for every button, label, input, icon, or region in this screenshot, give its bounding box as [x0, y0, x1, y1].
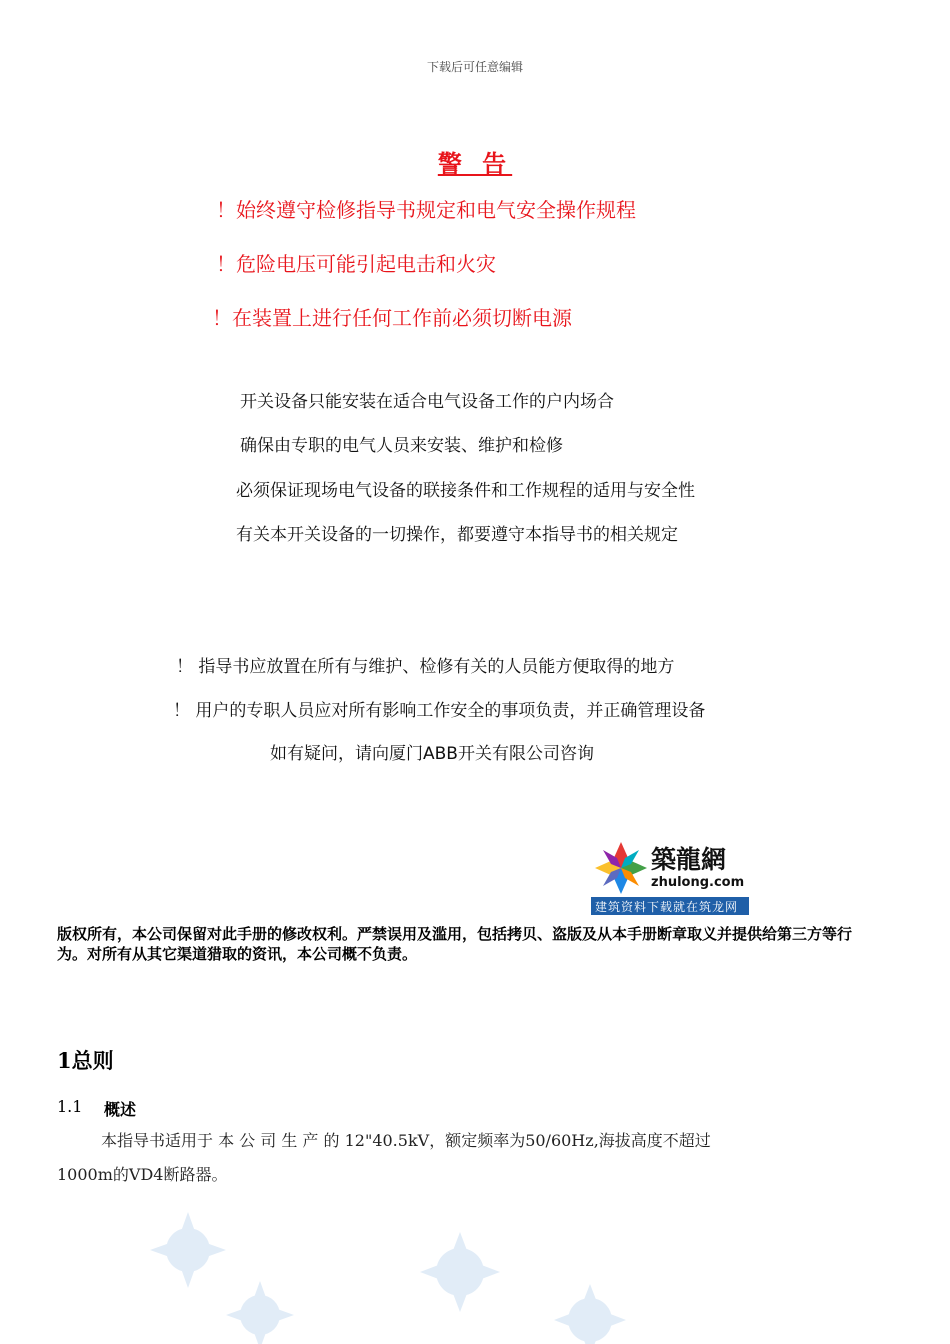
warning-title: 警 告 [437, 150, 513, 178]
logo-slogan: 建筑资料下载就在筑龙网 [595, 900, 739, 914]
warning-item-3: ！在装置上进行任何工作前必须切断电源 [212, 306, 572, 330]
rule-2: 确保由专职的电气人员来安装、维护和检修 [240, 436, 563, 456]
subsection-number: 1.1 [57, 1097, 83, 1116]
rule-3: 必须保证现场电气设备的联接条件和工作规程的适用与安全性 [236, 481, 695, 501]
copyright-notice: 版权所有，本公司保留对此手册的修改权利。严禁误用及滥用，包括拷贝、盗版及从本手册断章取义并提供给第三方等行为。对所有从其它渠道猎取的资讯，本公司概不负责。 [57, 925, 853, 963]
zhulong-logo [591, 835, 749, 915]
subsection-title: 概述 [104, 1100, 137, 1119]
watermark-pattern [130, 1210, 690, 1344]
rule-4: 有关本开关设备的一切操作，都要遵守本指导书的相关规定 [236, 525, 678, 545]
logo-name: 築龍網 [651, 845, 727, 874]
warning-item-2: ！危险电压可能引起电击和火灾 [216, 252, 496, 276]
logo-url: zhulong.com [651, 875, 745, 890]
section-title: 1总则 [57, 1048, 114, 1073]
notice-1: ！ 指导书应放置在所有与维护、检修有关的人员能方便取得的地方 [176, 657, 675, 677]
notice-2: ！ 用户的专职人员应对所有影响工作安全的事项负责，并正确管理设备 [173, 701, 706, 721]
consult-line: 如有疑问，请向厦门ABB开关有限公司咨询 [270, 744, 594, 764]
body-paragraph-line-2: 1000m的VD4断路器。 [57, 1165, 228, 1184]
rule-1: 开关设备只能安装在适合电气设备工作的户内场合 [240, 392, 614, 412]
warning-item-1: ！始终遵守检修指导书规定和电气安全操作规程 [216, 198, 636, 222]
body-paragraph-line-1: 本指导书适用于 本 公 司 生 产 的 12"40.5kV，额定频率为50/60Hz,海拔高度不超过 [101, 1131, 711, 1150]
header-note: 下载后可任意编辑 [426, 60, 523, 74]
